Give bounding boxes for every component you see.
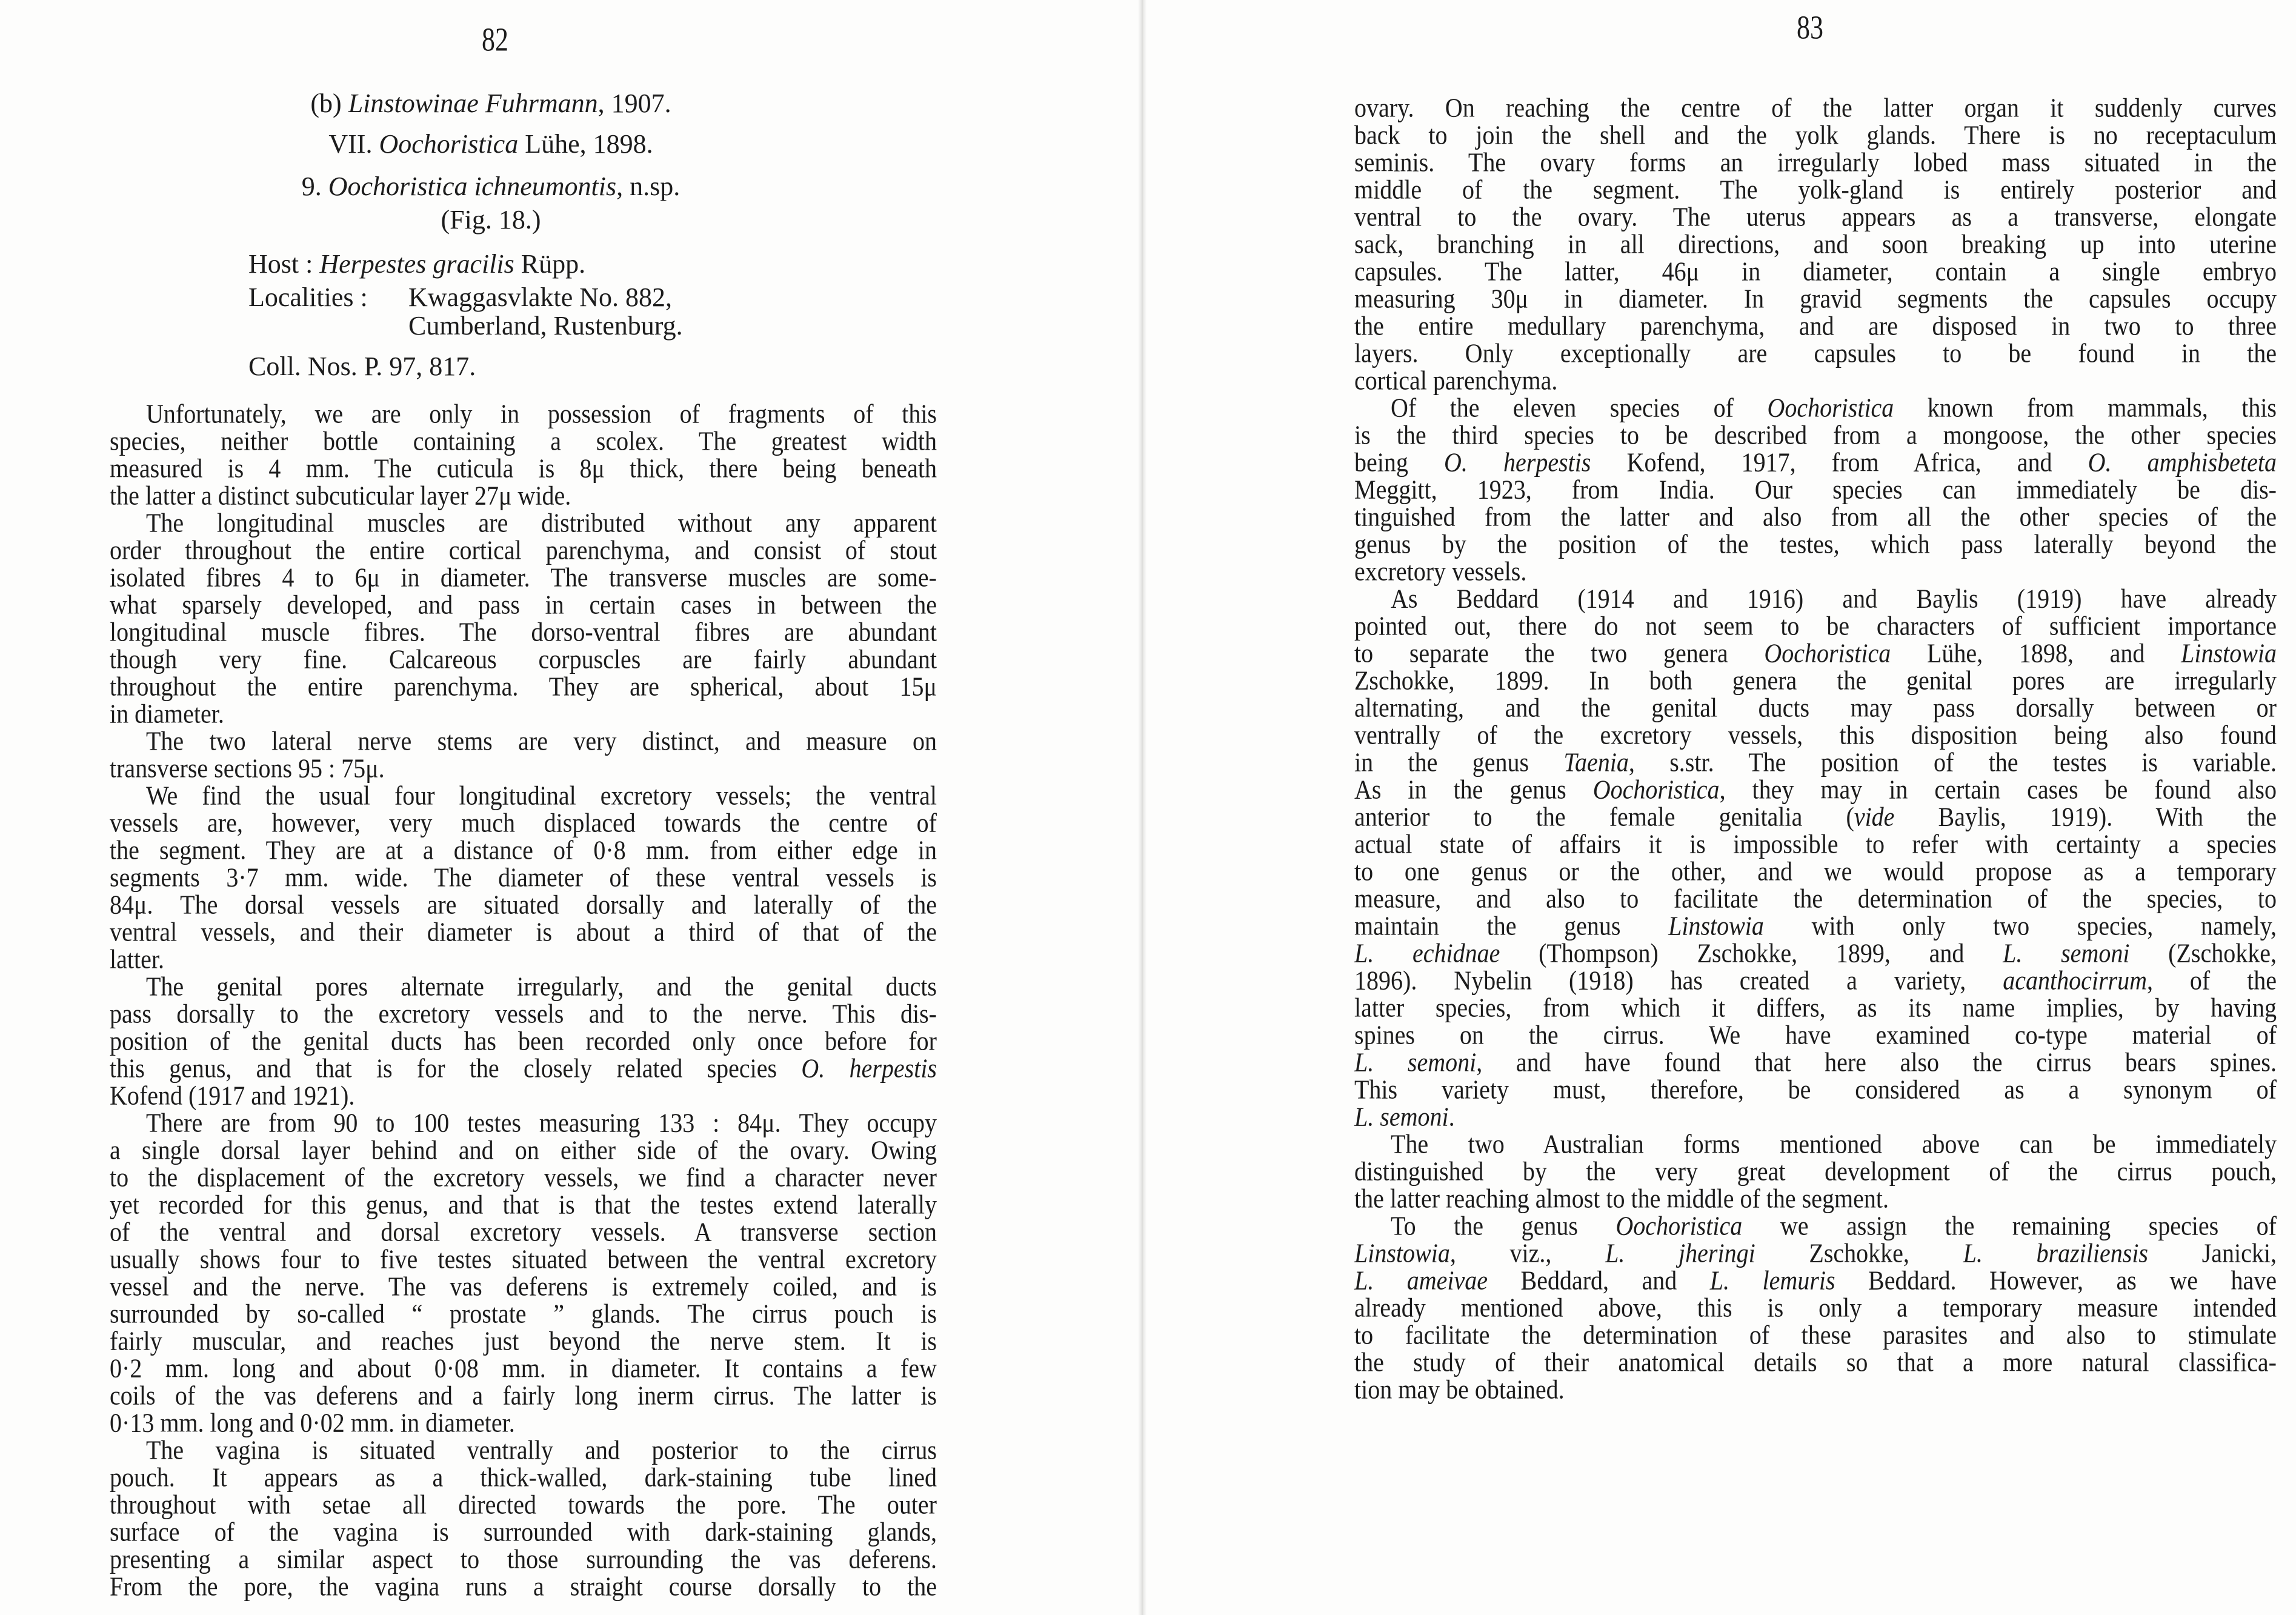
- text: seminis. The ovary forms an irregularly lobed mass situated in the: [1354, 147, 2277, 178]
- text: a single dorsal layer behind and on either side of the ovary. Owing: [110, 1134, 937, 1165]
- text-line: [110, 616, 937, 647]
- italic-text: L. jheringi: [1605, 1237, 1755, 1268]
- text-line: [1354, 910, 2277, 941]
- text: , and have found that here also the cirrus bears spines.: [1476, 1047, 2277, 1077]
- text-line: [1354, 1292, 2277, 1322]
- italic-text: Linstowia: [1354, 1237, 1450, 1268]
- text-line: [1354, 228, 2277, 259]
- text-line: [1354, 856, 2277, 886]
- text: fairly muscular, and reaches just beyond the nerve stem. It is: [110, 1325, 937, 1356]
- text: middle of the segment. The yolk-gland is entirely posterior and: [1354, 174, 2277, 205]
- localities-value-1: Kwaggasvlakte No. 882,: [408, 282, 673, 312]
- text: (Thompson) Zschokke, 1899, and: [1500, 937, 2003, 968]
- text-line: [146, 725, 937, 756]
- subfamily-heading: (b) Linstowinae Fuhrmann, 1907.: [310, 88, 671, 118]
- text-line: [1354, 1265, 2277, 1295]
- text: ventral vessels, and their diameter is about a third of that of the: [110, 916, 937, 947]
- text: surface of the vagina is surrounded with dark-staining glands,: [110, 1516, 937, 1547]
- page-number: 82: [482, 21, 508, 59]
- text: excretory vessels.: [1354, 556, 1527, 587]
- text-line: [1354, 1101, 2277, 1131]
- text-line: [1354, 1347, 2277, 1377]
- text-line: [146, 971, 937, 1001]
- text-line: [110, 1516, 937, 1547]
- text-line: [1354, 1183, 2277, 1213]
- text-line: [1391, 1128, 2277, 1159]
- text-line: [110, 1162, 937, 1192]
- text: The vagina is situated ventrally and posterior to the cirrus: [146, 1434, 937, 1465]
- text: this genus, and that is for the closely related species: [110, 1053, 802, 1084]
- text-line: [110, 1134, 937, 1165]
- text-line: [1354, 828, 2277, 859]
- text: There are from 90 to 100 testes measuring 133 : 84μ. They occupy: [146, 1107, 937, 1138]
- text: position of the genital ducts has been recorded only once before for: [110, 1025, 937, 1056]
- text-line: [1391, 583, 2277, 613]
- text-line: [110, 698, 937, 728]
- text-line: [1354, 174, 2277, 204]
- text: The two Australian forms mentioned above can be immediately: [1391, 1128, 2277, 1159]
- italic-text: L. echidnae: [1354, 937, 1500, 968]
- text: Beddard, and: [1488, 1265, 1710, 1296]
- text-line: [1354, 774, 2277, 804]
- text: yet recorded for this genus, and that is that the testes extend laterally: [110, 1189, 937, 1220]
- text-line: [110, 1543, 937, 1574]
- italic-text: vide: [1854, 801, 1895, 832]
- text: The two lateral nerve stems are very distinct, and measure on: [146, 725, 937, 756]
- text: (Zschokke,: [2129, 937, 2277, 968]
- text: Zschokke,: [1755, 1237, 1963, 1268]
- text: coils of the vas deferens and a fairly long inerm cirrus. The latter is: [110, 1380, 937, 1411]
- text-line: [110, 1571, 937, 1601]
- text-line: [110, 944, 937, 974]
- text: usually shows four to five testes situated between the ventral excretory: [110, 1244, 937, 1274]
- text-line: [1354, 365, 2277, 395]
- text-line: [146, 507, 937, 538]
- text: , viz.,: [1449, 1237, 1606, 1268]
- text-line: [110, 1407, 937, 1437]
- text: ovary. On reaching the centre of the latter organ it suddenly curves: [1354, 92, 2277, 123]
- text-line: [1354, 965, 2277, 995]
- text: what sparsely developed, and pass in certain cases in between the: [110, 589, 937, 620]
- text-line: [110, 1353, 937, 1383]
- genus-heading: VII. Oochoristica Lühe, 1898.: [328, 129, 653, 159]
- text-line: [110, 1489, 937, 1519]
- italic-text: Linstowia: [2181, 638, 2277, 668]
- text: segments 3·7 mm. wide. The diameter of these ventral vessels is: [110, 862, 937, 893]
- text: Of the eleven species of: [1391, 392, 1768, 423]
- text-line: [146, 1107, 937, 1137]
- text: vessel and the nerve. The vas deferens is extremely coiled, and is: [110, 1271, 937, 1302]
- text: the study of their anatomical details so that a more natural classifica-: [1354, 1347, 2277, 1377]
- text: longitudinal muscle fibres. The dorso-ventral fibres are abundant: [110, 616, 937, 647]
- text: throughout the entire parenchyma. They are spherical, about 15μ: [110, 671, 937, 702]
- text: measured is 4 mm. The cuticula is 8μ thick, there being beneath: [110, 453, 937, 484]
- text-line: [110, 998, 937, 1028]
- text-line: [1354, 665, 2277, 695]
- text-line: [110, 889, 937, 919]
- text-line: [1354, 147, 2277, 177]
- text-line: [1354, 201, 2277, 231]
- text: in diameter.: [110, 698, 224, 729]
- text-line: [110, 1189, 937, 1219]
- italic-text: L. semoni: [1354, 1101, 1449, 1132]
- text: throughout with setae all directed towards the pore. The outer: [110, 1489, 937, 1520]
- collection-numbers: Coll. Nos. P. 97, 817.: [248, 351, 476, 381]
- text-line: [110, 589, 937, 619]
- text: cortical parenchyma.: [1354, 365, 1558, 396]
- text: capsules. The latter, 46μ in diameter, contain a single embryo: [1354, 256, 2277, 287]
- text: 1896). Nybelin (1918) has created a variety,: [1354, 965, 2003, 996]
- text: of the ventral and dorsal excretory vessels. A transverse section: [110, 1216, 937, 1247]
- text: being: [1354, 447, 1444, 478]
- text: vessels are, however, very much displaced towards the centre of: [110, 807, 937, 838]
- text: already mentioned above, this is only a temporary measure intended: [1354, 1292, 2277, 1323]
- text: back to join the shell and the yolk glands. There is no receptaculum: [1354, 119, 2277, 150]
- text: .: [1448, 1101, 1455, 1132]
- text-line: [110, 1380, 937, 1410]
- text-line: [110, 1216, 937, 1247]
- italic-text: Oochoristica: [1616, 1210, 1743, 1241]
- text-line: [110, 480, 937, 510]
- text: As Beddard (1914 and 1916) and Baylis (1919) have already: [1391, 583, 2277, 614]
- text-line: [1354, 1237, 2277, 1268]
- text-line: [146, 398, 937, 428]
- text: , they may in certain cases be found also: [1719, 774, 2277, 805]
- text-line: [1354, 1047, 2277, 1077]
- text: tinguished from the latter and also from all the other species of the: [1354, 501, 2277, 532]
- text: maintain the genus: [1354, 910, 1669, 941]
- text: the segment. They are at a distance of 0·8 mm. from either edge in: [110, 834, 937, 865]
- text: the latter reaching almost to the middle of the segment.: [1354, 1183, 1889, 1214]
- text: 0·2 mm. long and about 0·08 mm. in diameter. It contains a few: [110, 1353, 937, 1384]
- text-line: [1354, 256, 2277, 286]
- text-line: [1354, 447, 2277, 477]
- italic-text: O. amphisbeteta: [2088, 447, 2277, 478]
- text: , s.str. The position of the testes is variable.: [1628, 747, 2277, 778]
- text: actual state of affairs it is impossible to refer with certainty a species: [1354, 828, 2277, 859]
- text-line: [110, 1025, 937, 1056]
- italic-text: L. semoni: [1354, 1047, 1477, 1077]
- text: ventrally of the excretory vessels, this disposition being also found: [1354, 719, 2277, 750]
- text: order throughout the entire cortical parenchyma, and consist of stout: [110, 534, 937, 565]
- text-line: [110, 753, 937, 783]
- text-line: [1354, 501, 2277, 531]
- italic-text: Taenia: [1563, 747, 1629, 778]
- text: Baylis, 1919). With the: [1894, 801, 2277, 832]
- localities-value-2: Cumberland, Rustenburg.: [408, 311, 683, 341]
- text: species, neither bottle containing a scolex. The greatest width: [110, 425, 937, 456]
- text: Zschokke, 1899. In both genera the genital pores are irregularly: [1354, 665, 2277, 696]
- text: tion may be obtained.: [1354, 1374, 1565, 1405]
- text-line: [1354, 338, 2277, 368]
- text-line: [1354, 1074, 2277, 1104]
- text-line: [1391, 1210, 2277, 1240]
- text: The longitudinal muscles are distributed without any apparent: [146, 507, 937, 538]
- text-line: [1354, 1319, 2277, 1350]
- text: surrounded by so-called “ prostate ” glands. The cirrus pouch is: [110, 1298, 937, 1329]
- text: though very fine. Calcareous corpuscles are fairly abundant: [110, 644, 937, 674]
- text-line: [1354, 937, 2277, 968]
- text-line: [1354, 1156, 2277, 1186]
- italic-text: O. herpestis: [1444, 447, 1591, 478]
- text: pouch. It appears as a thick-walled, dark-staining tube lined: [110, 1462, 937, 1493]
- text: to one genus or the other, and we would propose as a temporary: [1354, 856, 2277, 887]
- text: 84μ. The dorsal vessels are situated dorsally and laterally of the: [110, 889, 937, 920]
- text: presenting a similar aspect to those surrounding the vas deferens.: [110, 1543, 937, 1574]
- text-line: [1354, 719, 2277, 750]
- text: Kofend, 1917, from Africa, and: [1591, 447, 2088, 478]
- text: Lühe, 1898, and: [1891, 638, 2181, 668]
- text: distinguished by the very great development of the cirrus pouch,: [1354, 1156, 2277, 1187]
- text-line: [1354, 92, 2277, 122]
- figure-reference: (Fig. 18.): [441, 205, 541, 235]
- text-line: [1391, 392, 2277, 422]
- text: spines on the cirrus. We have examined co-type material of: [1354, 1019, 2277, 1050]
- species-heading: 9. Oochoristica ichneumontis, n.sp.: [301, 171, 680, 201]
- right-page: [1142, 0, 2296, 1615]
- text-line: [110, 834, 937, 865]
- text-line: [1354, 474, 2277, 504]
- italic-text: O. herpestis: [801, 1053, 937, 1084]
- text: As in the genus: [1354, 774, 1593, 805]
- text: measuring 30μ in diameter. In gravid segments the capsules occupy: [1354, 283, 2277, 314]
- text: to separate the two genera: [1354, 638, 1765, 668]
- text-line: [1354, 1374, 2277, 1404]
- text: , of the: [2146, 965, 2277, 996]
- italic-text: L. semoni: [2003, 937, 2130, 968]
- text-line: [110, 1298, 937, 1328]
- text-line: [110, 1080, 937, 1110]
- text: Kofend (1917 and 1921).: [110, 1080, 355, 1111]
- text-line: [1354, 1019, 2277, 1050]
- italic-text: L. lemuris: [1709, 1265, 1835, 1296]
- text-line: [146, 780, 937, 810]
- text-line: [110, 1325, 937, 1356]
- text: anterior to the female genitalia (: [1354, 801, 1854, 832]
- text: sack, branching in all directions, and soon breaking up into uterine: [1354, 228, 2277, 259]
- text: with only two species, namely,: [1763, 910, 2277, 941]
- text-line: [110, 644, 937, 674]
- italic-text: L. ameivae: [1354, 1265, 1488, 1296]
- text: in the genus: [1354, 747, 1564, 778]
- text-line: [1354, 692, 2277, 722]
- text-line: [1354, 556, 2277, 586]
- left-page: [0, 0, 1142, 1615]
- text: latter species, from which it differs, as its name implies, by having: [1354, 992, 2277, 1023]
- text-line: [110, 534, 937, 565]
- text-line: [1354, 419, 2277, 450]
- text-line: [1354, 283, 2277, 313]
- text: We find the usual four longitudinal excretory vessels; the ventral: [146, 780, 937, 811]
- text-line: [110, 916, 937, 947]
- italic-text: Oochoristica: [1592, 774, 1720, 805]
- page-number: 83: [1797, 8, 1823, 47]
- text: To the genus: [1391, 1210, 1616, 1241]
- text: Meggitt, 1923, from India. Our species can immediately be dis-: [1354, 474, 2277, 505]
- text-line: [110, 862, 937, 892]
- text: measure, and also to facilitate the determination of the species, to: [1354, 883, 2277, 914]
- host-line: Host : Herpestes gracilis Rüpp.: [248, 249, 586, 279]
- text-line: [110, 453, 937, 483]
- text-line: [110, 1053, 937, 1083]
- text: to the displacement of the excretory vessels, we find a character never: [110, 1162, 937, 1193]
- text: known from mammals, this: [1894, 392, 2277, 423]
- text-line: [110, 1271, 937, 1301]
- text-line: [1354, 638, 2277, 668]
- text: This variety must, therefore, be considered as a synonym of: [1354, 1074, 2277, 1105]
- italic-text: Oochoristica: [1764, 638, 1891, 668]
- italic-text: Linstowia: [1668, 910, 1764, 941]
- text: pass dorsally to the excretory vessels and to the nerve. This dis-: [110, 998, 937, 1029]
- text: layers. Only exceptionally are capsules to be found in the: [1354, 338, 2277, 368]
- text-line: [110, 671, 937, 701]
- italic-text: L. braziliensis: [1963, 1237, 2149, 1268]
- text-line: [1354, 310, 2277, 341]
- text-line: [1354, 119, 2277, 150]
- text: the entire medullary parenchyma, and are disposed in two to three: [1354, 310, 2277, 341]
- text: 0·13 mm. long and 0·02 mm. in diameter.: [110, 1407, 515, 1438]
- text-line: [110, 425, 937, 456]
- text-line: [1354, 801, 2277, 831]
- text: genus by the position of the testes, which pass laterally beyond the: [1354, 528, 2277, 559]
- text-line: [110, 1462, 937, 1492]
- text-line: [1354, 747, 2277, 777]
- text: isolated fibres 4 to 6μ in diameter. The transverse muscles are some-: [110, 562, 937, 593]
- text-line: [110, 562, 937, 592]
- italic-text: acanthocirrum: [2003, 965, 2147, 996]
- text: is the third species to be described from a mongoose, the other species: [1354, 419, 2277, 450]
- italic-text: Oochoristica: [1767, 392, 1894, 423]
- text: latter.: [110, 944, 164, 974]
- text: alternating, and the genital ducts may pass dorsally between or: [1354, 692, 2277, 723]
- text-line: [1354, 883, 2277, 913]
- text: Janicki,: [2148, 1237, 2277, 1268]
- text: The genital pores alternate irregularly, and the genital ducts: [146, 971, 937, 1002]
- text: Unfortunately, we are only in possession of fragments of this: [146, 398, 937, 429]
- text: to facilitate the determination of these parasites and also to stimulate: [1354, 1319, 2277, 1350]
- text-line: [110, 807, 937, 837]
- text: transverse sections 95 : 75μ.: [110, 753, 385, 784]
- text: we assign the remaining species of: [1742, 1210, 2277, 1241]
- text-line: [146, 1434, 937, 1465]
- text-line: [1354, 992, 2277, 1022]
- text-line: [110, 1244, 937, 1274]
- localities-label: Localities :: [248, 282, 368, 312]
- text-line: [1354, 528, 2277, 559]
- text-line: [1354, 610, 2277, 641]
- text: Beddard. However, as we have: [1835, 1265, 2277, 1296]
- text: From the pore, the vagina runs a straight course dorsally to the: [110, 1571, 937, 1602]
- text: pointed out, there do not seem to be characters of sufficient importance: [1354, 610, 2277, 641]
- text: the latter a distinct subcuticular layer 27μ wide.: [110, 480, 571, 511]
- text: ventral to the ovary. The uterus appears as a transverse, elongate: [1354, 201, 2277, 232]
